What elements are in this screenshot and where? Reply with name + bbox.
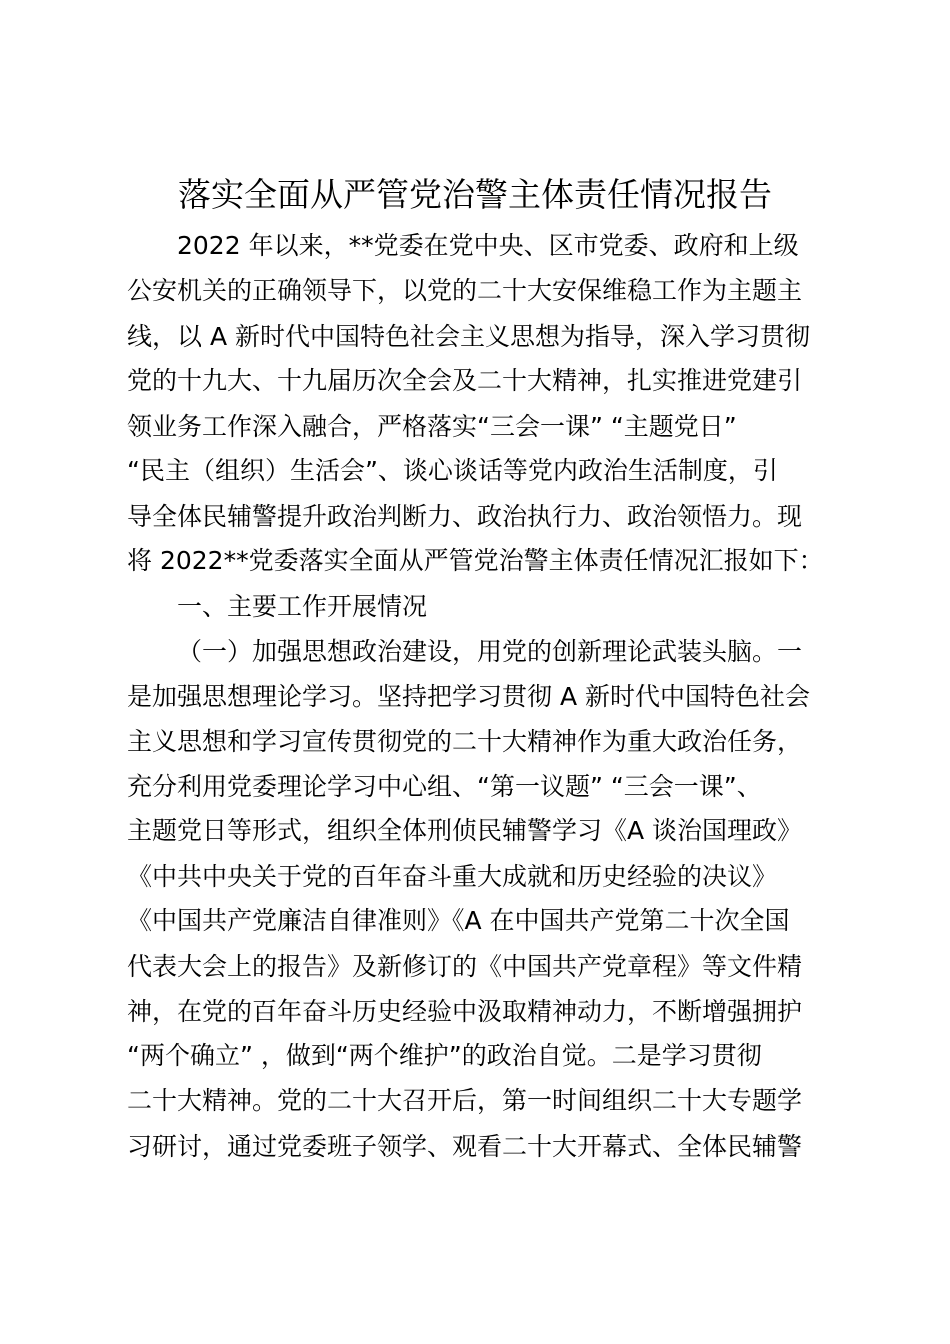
paragraph-line: “民主（组织）生活会”、谈心谈话等党内政治生活制度，引 — [127, 456, 778, 485]
paragraph-line: 导全体民辅警提升政治判断力、政治执行力、政治领悟力。现 — [127, 502, 803, 531]
paragraph-line: 《中共中央关于党的百年奋斗重大成就和历史经验的决议》 — [127, 862, 778, 891]
paragraph-line: 主题党日等形式，组织全体刑侦民辅警学习《A 谈治国理政》 — [127, 816, 803, 845]
paragraph-line: 充分利用党委理论学习中心组、“第一议题” “三会一课”、 — [127, 772, 762, 801]
paragraph-line: 主义思想和学习宣传贯彻党的二十大精神作为重大政治任务， — [127, 727, 803, 756]
paragraph-line: 《中国共产党廉洁自律准则》《A 在中国共产党第二十次全国 — [127, 906, 790, 935]
paragraph-line: 是加强思想理论学习。坚持把学习贯彻 A 新时代中国特色社会 — [127, 682, 810, 711]
document-title: 落实全面从严管党治警主体责任情况报告 — [178, 175, 772, 214]
paragraph-line: 将 2022**党委落实全面从严管党治警主体责任情况汇报如下： — [127, 546, 824, 575]
paragraph-line: 习研讨，通过党委班子领学、观看二十大开幕式、全体民辅警 — [127, 1132, 803, 1161]
paragraph-line: （一）加强思想政治建设，用党的创新理论武装头脑。一 — [177, 637, 803, 666]
paragraph-line: 领业务工作深入融合，严格落实“三会一课” “主题党日” — [127, 412, 737, 441]
paragraph-line: 公安机关的正确领导下，以党的二十大安保维稳工作为主题主 — [127, 276, 803, 305]
paragraph-line: 代表大会上的报告》及新修订的《中国共产党章程》等文件精 — [127, 952, 803, 981]
paragraph-line: 2022 年以来，**党委在党中央、区市党委、政府和上级 — [177, 231, 799, 260]
paragraph-line: 党的十九大、十九届历次全会及二十大精神，扎实推进党建引 — [127, 366, 803, 395]
paragraph-line: 二十大精神。党的二十大召开后，第一时间组织二十大专题学 — [127, 1086, 803, 1115]
paragraph-line: 神，在党的百年奋斗历史经验中汲取精神动力，不断增强拥护 — [127, 997, 803, 1026]
paragraph-line: “两个确立” ，做到“两个维护”的政治自觉。二是学习贯彻 — [127, 1041, 762, 1070]
paragraph-line: 线，以 A 新时代中国特色社会主义思想为指导，深入学习贯彻 — [127, 322, 810, 351]
section-heading: 一、主要工作开展情况 — [177, 592, 428, 621]
